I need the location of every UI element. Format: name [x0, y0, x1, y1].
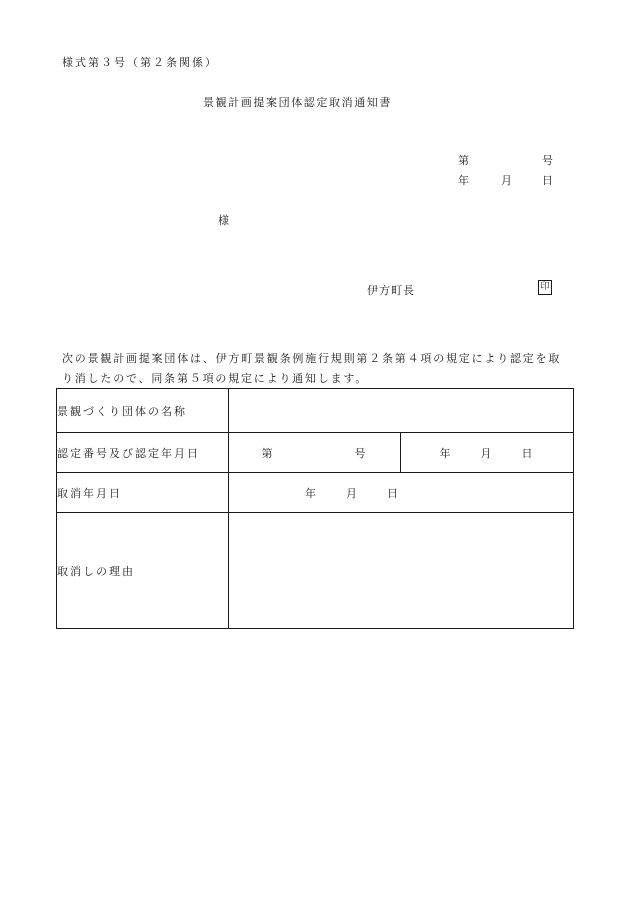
notice-body-text: 次の景観計画提案団体は、伊方町景観条例施行規則第２条第４項の規定により認定を取り消したので、同条第５項の規定により通知します。 [62, 352, 562, 385]
seal-mark: 印 [538, 280, 552, 295]
recipient-honorific: 様 [218, 214, 231, 227]
cancellation-month-label: 月 [346, 486, 359, 500]
group-name-label: 景観づくり団体の名称 [57, 389, 229, 433]
certification-year-label: 年 [439, 446, 453, 460]
cancellation-date-cell [229, 473, 574, 513]
cancellation-date-label: 取消年月日 [57, 473, 229, 513]
cancellation-reason-label: 取消しの理由 [57, 513, 229, 629]
date-month-label: 月 [501, 174, 514, 187]
certification-number-suffix: 号 [354, 446, 368, 460]
table-row [57, 473, 574, 513]
certification-date-cell [401, 433, 574, 473]
table-row [57, 389, 574, 433]
certification-number-cell [229, 433, 401, 473]
details-table [56, 388, 574, 629]
certification-day-label: 日 [521, 446, 535, 460]
document-title: 景観計画提案団体認定取消通知書 [203, 96, 392, 109]
cancellation-year-label: 年 [305, 486, 318, 500]
cancellation-reason-value [229, 513, 574, 629]
date-year-label: 年 [458, 174, 471, 187]
certification-month-label: 月 [480, 446, 494, 460]
group-name-value [229, 389, 574, 433]
date-day-label: 日 [542, 174, 555, 187]
table-row [57, 433, 574, 473]
cancellation-day-label: 日 [387, 486, 400, 500]
certification-number-prefix: 第 [261, 446, 275, 460]
number-suffix: 号 [542, 154, 555, 167]
issuer-name: 伊方町長 [367, 284, 415, 297]
number-prefix: 第 [458, 154, 471, 167]
form-number-label: 様式第３号（第２条関係） [62, 56, 218, 69]
table-row [57, 513, 574, 629]
certification-label: 認定番号及び認定年月日 [57, 433, 229, 473]
